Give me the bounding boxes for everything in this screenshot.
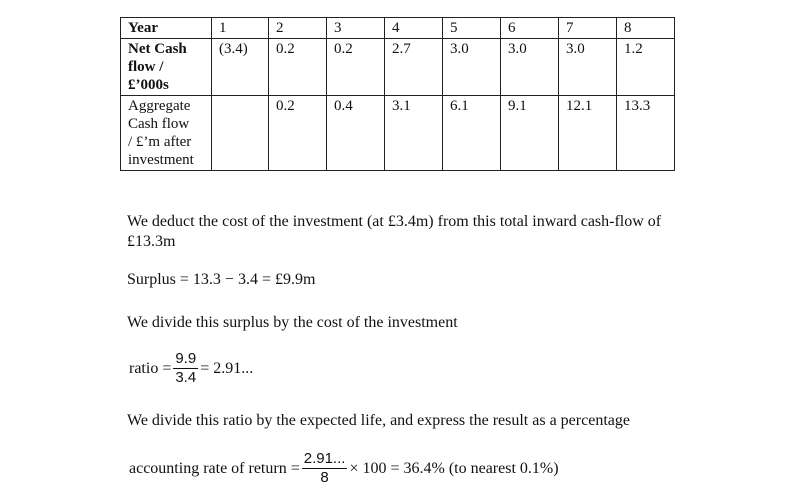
table-cell: 3.0 <box>443 39 501 96</box>
table-cell: 9.1 <box>501 96 559 171</box>
row-label-net-cash-flow: Net Cash flow / £’000s <box>121 39 212 96</box>
table-cell: 12.1 <box>559 96 617 171</box>
arr-fraction <box>302 450 348 487</box>
table-cell: 13.3 <box>617 96 675 171</box>
ratio-fraction <box>173 350 198 387</box>
table-cell: 3.0 <box>501 39 559 96</box>
table-cell: 6.1 <box>443 96 501 171</box>
arr-numerator: 2.91... <box>303 450 346 467</box>
table-cell: 0.4 <box>327 96 385 171</box>
header-cell: 8 <box>617 18 675 39</box>
arr-rhs: × 100 = 36.4% (to nearest 0.1%) <box>349 459 559 477</box>
table-cell: 0.2 <box>327 39 385 96</box>
ratio-numerator: 9.9 <box>175 350 197 367</box>
ratio-denominator: 3.4 <box>175 369 197 386</box>
cash-flow-table <box>120 17 675 171</box>
surplus-equation: Surplus = 13.3 − 3.4 = £9.9m <box>127 271 316 288</box>
table-row-aggregate-cash-flow <box>121 96 675 171</box>
arr-denominator: 8 <box>320 469 329 486</box>
table-header-row <box>121 18 675 39</box>
arr-lhs: accounting rate of return = <box>129 459 300 477</box>
paragraph-divide-surplus: We divide this surplus by the cost of the investment <box>127 314 458 331</box>
header-cell: 5 <box>443 18 501 39</box>
paragraph-divide-ratio: We divide this ratio by the expected life, and express the result as a percentage <box>127 412 630 429</box>
header-cell: 3 <box>327 18 385 39</box>
table-row-net-cash-flow <box>121 39 675 96</box>
table-cell: 1.2 <box>617 39 675 96</box>
table-cell: 0.2 <box>269 96 327 171</box>
table-cell: 3.0 <box>559 39 617 96</box>
header-cell: 6 <box>501 18 559 39</box>
header-cell: 4 <box>385 18 443 39</box>
header-cell-year: Year <box>121 18 212 39</box>
table-cell: 2.7 <box>385 39 443 96</box>
row-label-aggregate-cash-flow: Aggregate Cash flow / £’m after investment <box>121 96 212 171</box>
ratio-rhs: = 2.91... <box>200 359 254 377</box>
table-cell <box>212 96 269 171</box>
paragraph-deduct-cost: We deduct the cost of the investment (at £3.4m) from this total inward cash-flow of £13.3m <box>127 213 662 250</box>
header-cell: 7 <box>559 18 617 39</box>
arr-equation <box>129 450 559 487</box>
header-cell: 1 <box>212 18 269 39</box>
table-cell: 3.1 <box>385 96 443 171</box>
ratio-lhs: ratio = <box>129 359 172 377</box>
ratio-equation <box>129 350 253 387</box>
header-cell: 2 <box>269 18 327 39</box>
table-cell: 0.2 <box>269 39 327 96</box>
table-cell: (3.4) <box>212 39 269 96</box>
